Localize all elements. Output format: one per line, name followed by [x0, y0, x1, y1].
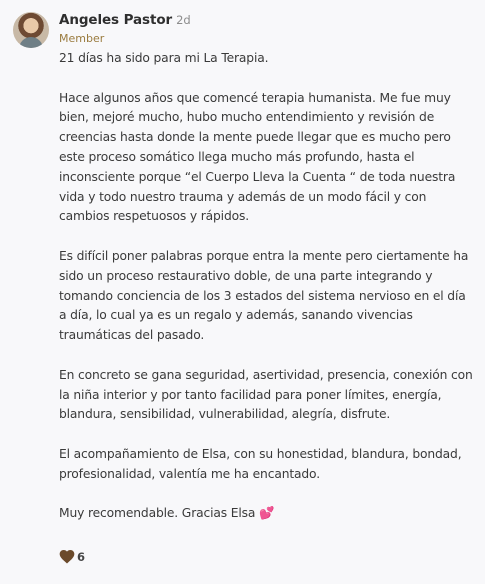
name-row	[59, 12, 191, 28]
post-paragraph: Hace algunos años que comencé terapia humanista. Me fue muy bien, mejoré mucho, hubo mucho entendimiento y revisión de creencias hasta donde la mente puede llegar que es mucho pero este proceso somático llega mucho más profundo, hasta el inconsciente porque “el Cuerpo Lleva la Cuenta “ de toda nuestra vida y todo nuestro trauma y además de un modo fácil y con cambios respetuosos y rápidos.	[59, 90, 456, 224]
post-paragraph: Es difícil poner palabras porque entra la mente pero ciertamente ha sido un proceso restaurativo doble, de una parte integrando y tomando conciencia de los 3 estados del sistema nervioso en el día a día, lo cual ya es un regalo y además, sanando vivencias traumáticas del pasado.	[59, 248, 469, 343]
post-time[interactable]: 2d	[176, 13, 191, 27]
post-paragraph: El acompañamiento de Elsa, con su honestidad, blandura, bondad, profesionalidad, valentía me ha encantado.	[59, 446, 462, 481]
role-badge: Member	[59, 32, 105, 45]
heart-icon	[59, 549, 75, 564]
avatar[interactable]	[13, 12, 49, 48]
post-header	[59, 12, 191, 45]
post-paragraph: En concreto se gana seguridad, asertividad, presencia, conexión con la niña interior y por tanto facilidad para poner límites, energía, blandura, sensibilidad, vulnerabilidad, alegría, disfrute.	[59, 367, 473, 422]
like-count: 6	[77, 549, 86, 564]
post-paragraph: 21 días ha sido para mi La Terapia.	[59, 51, 269, 65]
post-content	[59, 49, 475, 524]
author-name[interactable]: Angeles Pastor	[59, 12, 173, 28]
reaction-button[interactable]	[59, 549, 85, 564]
post-paragraph: Muy recomendable. Gracias Elsa 💕	[59, 506, 275, 521]
avatar-shirt	[19, 37, 43, 48]
